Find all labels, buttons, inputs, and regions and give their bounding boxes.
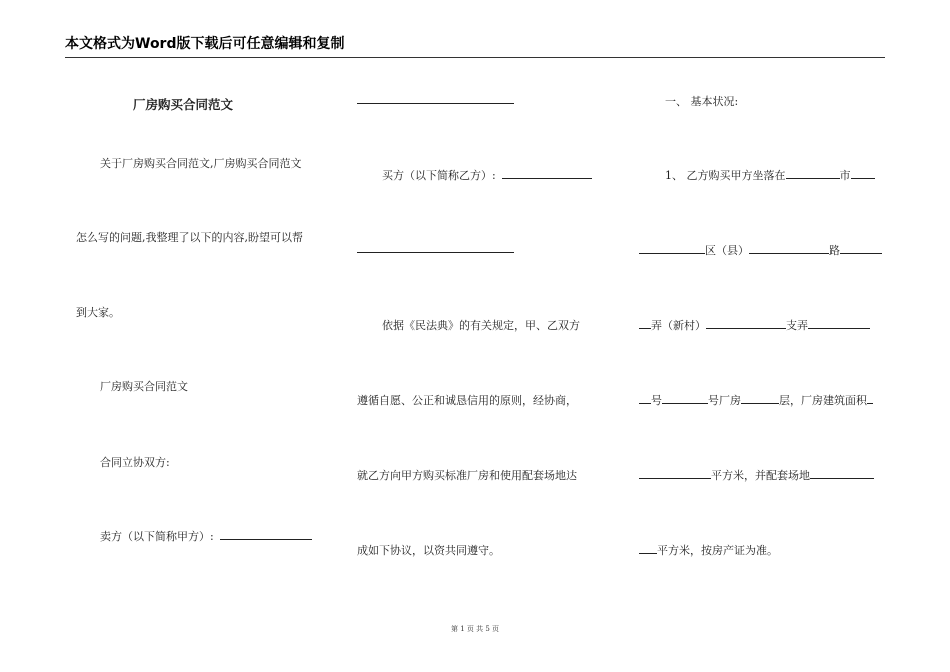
location-line-1: [665, 167, 875, 183]
basis-line-2: 遵循自愿、公正和诚恳信用的原则，经协商，: [357, 394, 577, 407]
buyer-blank-continued: [357, 242, 514, 253]
site-area-blank: [639, 543, 657, 554]
sublane-label: 支弄: [786, 319, 808, 332]
site-label: 平方米，并配套场地: [711, 469, 810, 482]
basis-line-4: 成如下协议，以资共同遵守。: [357, 544, 500, 557]
contract-title: 厂房购买合同范文: [133, 97, 234, 112]
district-label: 区（县）: [705, 244, 749, 257]
district-blank: [639, 243, 705, 254]
basis-line-1: 依据《民法典》的有关规定，甲、乙双方: [382, 319, 580, 332]
site-blank: [810, 468, 874, 479]
number-blank: [662, 393, 708, 404]
road-blank: [749, 243, 829, 254]
basis-line-3: 就乙方向甲方购买标准厂房和使用配套场地达: [357, 469, 577, 482]
sublane-blank: [808, 318, 870, 329]
area-tail-blank: [867, 393, 873, 404]
lane-pre-blank: [639, 318, 651, 329]
seller-label: 卖方（以下简称甲方）:: [100, 530, 214, 543]
lane-label: 弄（新村）: [651, 319, 706, 332]
top-blank-line: [357, 93, 514, 107]
location-text-1: 1、 乙方购买甲方坐落在: [665, 169, 786, 182]
certificate-note: 平方米，按房产证为准。: [657, 544, 778, 557]
area-label: 层，厂房建筑面积: [779, 394, 867, 407]
city-tail-blank: [851, 168, 875, 179]
number-label: 号: [651, 394, 662, 407]
document-header: 本文格式为Word版下载后可任意编辑和复制: [65, 33, 885, 58]
intro-line-1: 关于厂房购买合同范文,厂房购买合同范文: [100, 157, 302, 170]
intro-line-2: 怎么写的问题,我整理了以下的内容,盼望可以帮: [76, 231, 303, 244]
buyer-label: 买方（以下简称乙方）:: [382, 169, 496, 182]
lane-blank: [706, 318, 786, 329]
seller-blank: [220, 529, 312, 540]
location-line-3: [639, 317, 870, 333]
building-label: 号厂房: [708, 394, 741, 407]
location-line-5: [639, 467, 874, 483]
location-line-4: [639, 392, 873, 408]
number-pre-blank: [639, 393, 651, 404]
page-number: 第 1 页 共 5 页: [450, 625, 500, 633]
seller-line: [100, 528, 312, 544]
buyer-blank-line: [357, 242, 514, 256]
location-line-6: [639, 542, 778, 558]
road-label: 路: [829, 244, 840, 257]
intro-line-3: 到大家。: [76, 306, 120, 319]
city-label: 市: [839, 169, 851, 182]
floor-blank: [741, 393, 779, 404]
section-heading: 一、 基本状况:: [665, 95, 739, 108]
buyer-blank: [502, 168, 592, 179]
location-line-2: [639, 242, 882, 258]
subtitle: 厂房购买合同范文: [100, 380, 188, 393]
area-blank: [639, 468, 711, 479]
parties-heading: 合同立协双方:: [100, 456, 170, 469]
buyer-line: [382, 167, 592, 183]
city-blank: [786, 168, 840, 179]
seller-blank-continued: [357, 93, 514, 104]
road-tail-blank: [840, 243, 882, 254]
